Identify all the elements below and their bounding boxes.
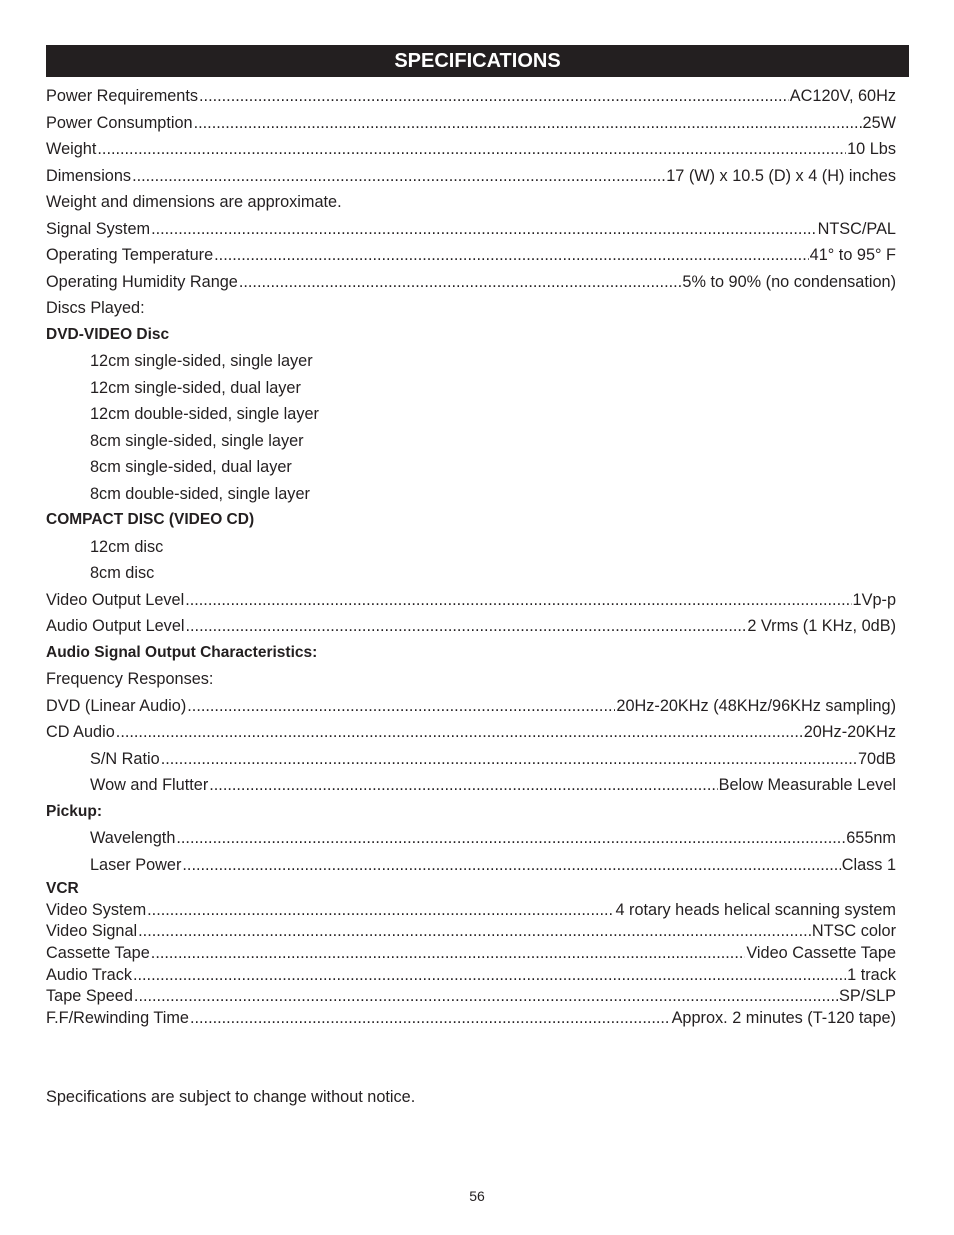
spec-row-video-system <box>46 900 896 922</box>
spec-list <box>46 83 896 1030</box>
spec-label: Power Requirements <box>46 87 199 105</box>
spec-value: Below Measurable Level <box>718 776 896 794</box>
spec-value: SP/SLP <box>838 987 896 1006</box>
spec-label: Laser Power <box>90 855 182 874</box>
dot-leader <box>132 163 665 190</box>
spec-label: Audio Track <box>46 965 132 984</box>
compact-disc-heading: COMPACT DISC (VIDEO CD) <box>46 511 255 528</box>
pickup-heading: Pickup: <box>46 802 102 820</box>
dot-leader <box>209 772 717 799</box>
spec-label: Operating Temperature <box>46 246 214 264</box>
spec-value: 17 (W) x 10.5 (D) x 4 (H) inches <box>666 166 896 185</box>
dot-leader <box>214 242 809 269</box>
spec-row-video-signal <box>46 921 896 943</box>
dot-leader <box>151 216 817 243</box>
dot-leader <box>176 825 845 852</box>
spec-row-sn-ratio <box>46 746 896 773</box>
spec-row-operating-temperature <box>46 242 896 269</box>
spec-value: Approx. 2 minutes (T-120 tape) <box>671 1009 896 1028</box>
spec-value: 2 Vrms (1 KHz, 0dB) <box>747 617 896 635</box>
dvd-item: 8cm single-sided, single layer <box>90 431 304 450</box>
spec-value: 1Vp-p <box>852 590 896 609</box>
spec-label: Tape Speed <box>46 987 133 1006</box>
spec-label: Dimensions <box>46 166 132 185</box>
audio-signal-heading: Audio Signal Output Characteristics: <box>46 643 318 661</box>
spec-row-operating-humidity <box>46 269 896 296</box>
spec-value: Class 1 <box>841 855 896 874</box>
spec-row-video-output-level <box>46 587 896 614</box>
specifications-banner: SPECIFICATIONS <box>46 45 909 77</box>
dot-leader <box>194 110 862 137</box>
spec-label: Video Signal <box>46 922 138 941</box>
cd-item: 12cm disc <box>90 537 164 556</box>
spec-value: NTSC/PAL <box>817 219 896 238</box>
spec-value: 655nm <box>846 829 896 847</box>
spec-value: 70dB <box>857 749 896 768</box>
spec-label: Weight <box>46 140 97 158</box>
dvd-item: 12cm single-sided, single layer <box>90 352 313 370</box>
spec-value: 1 track <box>847 965 896 984</box>
dot-leader <box>199 83 789 110</box>
spec-value: 20Hz-20KHz <box>803 723 896 741</box>
spec-row-power-consumption <box>46 110 896 137</box>
spec-row-wow-flutter <box>46 772 896 799</box>
spec-label: CD Audio <box>46 723 115 741</box>
dot-leader <box>147 900 614 922</box>
dvd-item: 8cm single-sided, dual layer <box>90 458 292 476</box>
spec-label: Audio Output Level <box>46 617 185 635</box>
dvd-item: 12cm double-sided, single layer <box>90 405 319 423</box>
spec-value: 41° to 95° F <box>809 246 896 264</box>
dvd-item: 12cm single-sided, dual layer <box>90 378 301 397</box>
dot-leader <box>138 921 811 943</box>
spec-label: Power Consumption <box>46 113 193 132</box>
spec-row-laser-power <box>46 852 896 879</box>
spec-value: 4 rotary heads helical scanning system <box>615 900 896 919</box>
dot-leader <box>134 986 838 1008</box>
spec-row-signal-system <box>46 216 896 243</box>
dot-leader <box>133 965 846 987</box>
spec-label: Video System <box>46 900 147 919</box>
spec-value: 5% to 90% (no condensation) <box>682 272 896 291</box>
vcr-heading: VCR <box>46 880 79 897</box>
dvd-video-heading: DVD-VIDEO Disc <box>46 325 170 343</box>
spec-label: S/N Ratio <box>90 749 160 768</box>
spec-row-audio-output-level <box>46 613 896 640</box>
dot-leader <box>116 719 803 746</box>
dot-leader <box>161 746 857 773</box>
dot-leader <box>239 269 682 296</box>
dot-leader <box>151 943 746 965</box>
dot-leader <box>182 852 840 879</box>
spec-row-wavelength <box>46 825 896 852</box>
spec-label: Operating Humidity Range <box>46 272 238 291</box>
spec-value: 10 Lbs <box>847 140 896 158</box>
discs-played-label: Discs Played: <box>46 299 145 317</box>
spec-label: F.F/Rewinding Time <box>46 1009 189 1028</box>
dot-leader <box>186 613 747 640</box>
dot-leader <box>190 1008 671 1030</box>
spec-row-cassette-tape <box>46 943 896 965</box>
spec-row-dvd-linear-audio <box>46 693 896 720</box>
spec-value: AC120V, 60Hz <box>789 87 896 105</box>
dot-leader <box>185 587 851 614</box>
spec-row-audio-track <box>46 965 896 987</box>
spec-row-tape-speed <box>46 986 896 1008</box>
spec-label: Video Output Level <box>46 590 185 609</box>
spec-label: Cassette Tape <box>46 944 150 963</box>
spec-label: Wow and Flutter <box>90 776 209 794</box>
spec-label: DVD (Linear Audio) <box>46 696 187 715</box>
spec-row-weight <box>46 136 896 163</box>
spec-value: 20Hz-20KHz (48KHz/96KHz sampling) <box>616 696 896 715</box>
spec-row-power-requirements <box>46 83 896 110</box>
spec-row-rewinding-time <box>46 1008 896 1030</box>
dot-leader <box>97 136 846 163</box>
dot-leader <box>187 693 615 720</box>
page-number: 56 <box>469 1188 485 1204</box>
weight-note: Weight and dimensions are approximate. <box>46 193 342 211</box>
change-notice: Specifications are subject to change without notice. <box>46 1088 416 1106</box>
spec-label: Wavelength <box>90 829 176 847</box>
frequency-responses-label: Frequency Responses: <box>46 670 214 688</box>
spec-value: Video Cassette Tape <box>746 944 896 963</box>
cd-item: 8cm disc <box>90 564 155 582</box>
dvd-item: 8cm double-sided, single layer <box>90 484 310 503</box>
spec-row-cd-audio <box>46 719 896 746</box>
spec-row-dimensions <box>46 163 896 190</box>
spec-label: Signal System <box>46 219 151 238</box>
spec-value: NTSC color <box>811 922 896 941</box>
spec-value: 25W <box>862 113 896 132</box>
